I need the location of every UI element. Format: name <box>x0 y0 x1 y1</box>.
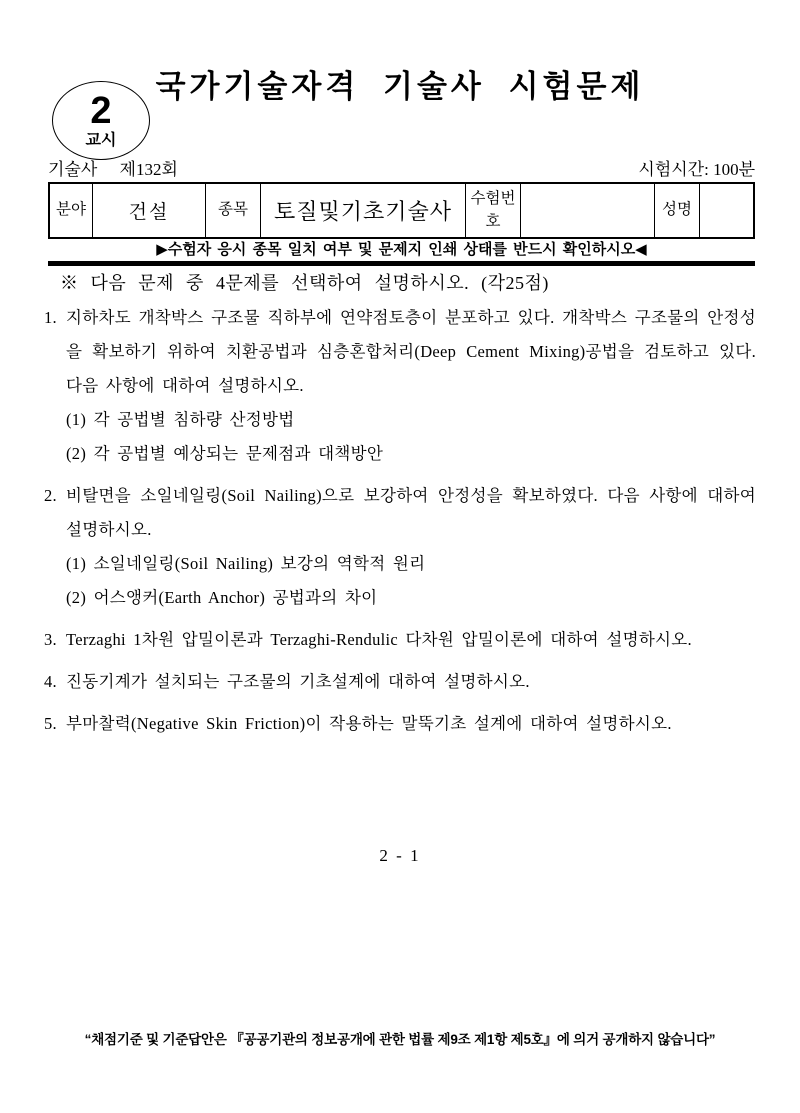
question-text: 비탈면을 소일네일링(Soil Nailing)으로 보강하여 안정성을 확보하였다. 다음 사항에 대하여 설명하시오. <box>66 486 756 539</box>
page-number: 2 - 1 <box>379 846 421 865</box>
question-number: 4. <box>44 672 57 691</box>
page-title: 국가기술자격 기술사 시험문제 <box>155 69 645 104</box>
candidate-info-table <box>48 182 755 239</box>
question-subitem: (2) 어스앵커(Earth Anchor) 공법과의 차이 <box>66 588 378 607</box>
question-text: 지하차도 개착박스 구조물 직하부에 연약점토층이 분포하고 있다. 개착박스 구조물의 안정성을 확보하기 위하여 치환공법과 심층혼합처리(Deep Cement Mixing)공법을 검토하고 있다. 다음 사항에 대하여 설명하시오. <box>66 308 756 395</box>
exam-round: 제132회 <box>119 160 178 179</box>
question-5 <box>44 707 756 741</box>
exam-name: 기술사 <box>48 160 98 179</box>
field-label-cell: 분야 <box>49 183 93 238</box>
verification-notice: ▶수험자 응시 종목 일치 여부 및 문제지 인쇄 상태를 반드시 확인하시오◀ <box>156 241 647 258</box>
question-1 <box>44 301 756 471</box>
field-value-cell: 건설 <box>93 183 206 238</box>
period-number: 2 <box>90 90 112 133</box>
question-subitem: (1) 소일네일링(Soil Nailing) 보강의 역학적 원리 <box>66 554 426 573</box>
divider-rule <box>48 261 755 266</box>
question-3 <box>44 623 756 657</box>
name-blank-cell <box>700 183 755 238</box>
question-subitem: (2) 각 공법별 예상되는 문제점과 대책방안 <box>66 444 384 463</box>
question-list <box>44 301 756 749</box>
footer-disclaimer: “채점기준 및 기준답안은 『공공기관의 정보공개에 관한 법률 제9조 제1항 제5호』에 의거 공개하지 않습니다” <box>84 1032 716 1047</box>
question-number: 1. <box>44 308 57 327</box>
name-label-cell: 성명 <box>655 183 700 238</box>
period-label: 교시 <box>85 132 117 150</box>
instruction-line: ※ 다음 문제 중 4문제를 선택하여 설명하시오. (각25점) <box>60 273 549 293</box>
question-text: 진동기계가 설치되는 구조물의 기초설계에 대하여 설명하시오. <box>66 672 530 691</box>
question-2 <box>44 479 756 615</box>
exam-time: 시험시간: 100분 <box>638 160 755 179</box>
question-number: 5. <box>44 714 57 733</box>
question-text: Terzaghi 1차원 압밀이론과 Terzaghi-Rendulic 다차원 압밀이론에 대하여 설명하시오. <box>66 630 692 649</box>
exam-info-row <box>48 160 755 180</box>
exam-number-blank-cell <box>521 183 655 238</box>
question-4 <box>44 665 756 699</box>
subject-label-cell: 종목 <box>206 183 261 238</box>
question-text: 부마찰력(Negative Skin Friction)이 작용하는 말뚝기초 설계에 대하여 설명하시오. <box>66 714 672 733</box>
subject-value-cell: 토질및기초기술사 <box>261 183 466 238</box>
question-subitem: (1) 각 공법별 침하량 산정방법 <box>66 410 295 429</box>
question-number: 3. <box>44 630 57 649</box>
exam-name-round <box>48 160 178 180</box>
candidate-info-row <box>49 183 754 238</box>
question-number: 2. <box>44 486 57 505</box>
exam-number-label-cell: 수험번호 <box>466 183 521 238</box>
